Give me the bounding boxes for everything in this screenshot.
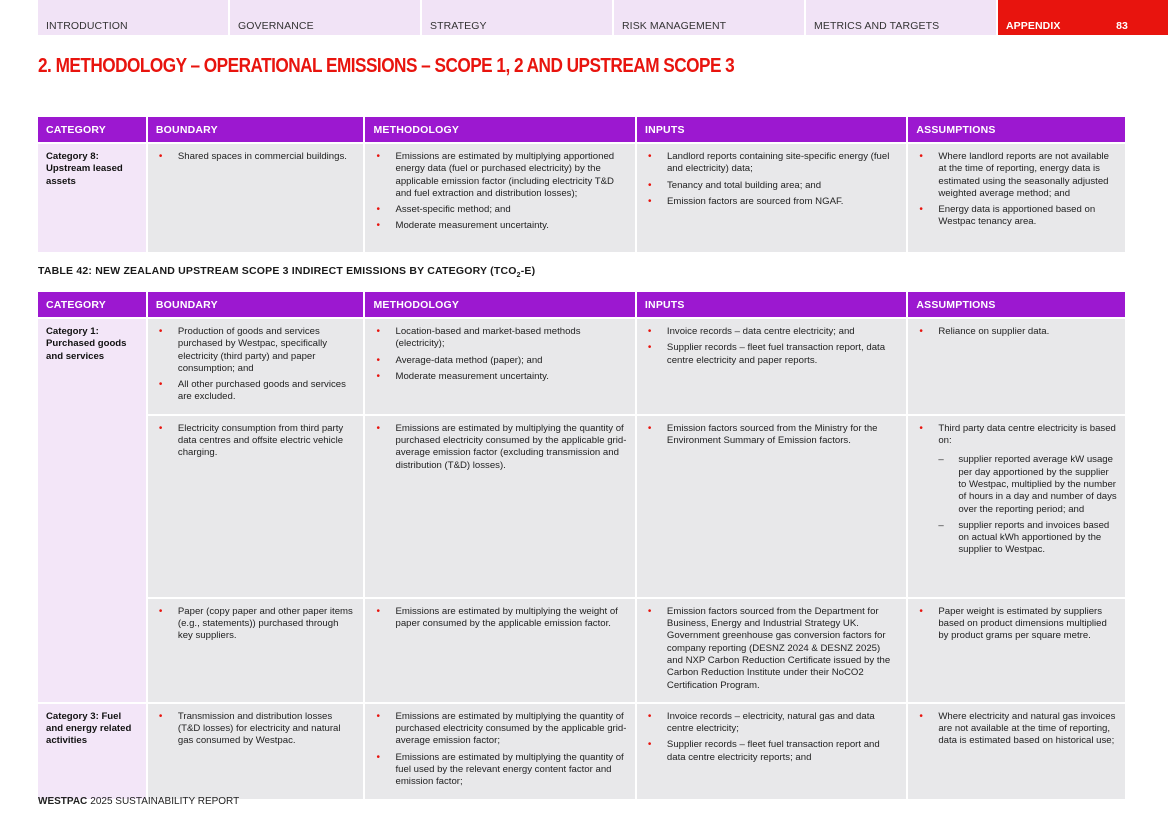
list-item: • Paper (copy paper and other paper items (e.g., statements)) purchased through key suppliers. [156,606,356,643]
list-item: • Tenancy and total building area; and [645,180,898,192]
nav-tab-governance[interactable]: GOVERNANCE [230,0,420,35]
header-category: CATEGORY [38,117,146,142]
list-item: • Reliance on supplier data. [916,326,1117,338]
inputs-cell [637,704,906,799]
sub-list-item: – supplier reports and invoices based on actual kWh apportioned by the supplier to Westpac. [938,520,1117,557]
assumptions-cell [908,599,1125,702]
sub-list-item: – supplier reported average kW usage per day apportioned by the supplier to Westpac, multiplied by the number of hours in a day and number of days over the reporting period; and [938,454,1117,515]
header-boundary: BOUNDARY [148,117,364,142]
table-row [38,704,1125,799]
inputs-cell [637,144,906,252]
list-item: • Landlord reports containing site-specific energy (fuel and electricity) data; [645,151,898,176]
page-number: 83 [1116,20,1128,32]
nz-upstream-scope3-table [36,290,1127,801]
nav-tab-appendix-label: APPENDIX [1006,20,1061,32]
boundary-cell [148,704,364,799]
methodology-cell [365,416,634,597]
header-inputs: INPUTS [637,117,906,142]
list-item: • Where electricity and natural gas invoices are not available at the time of reporting, data is estimated based on historical use; [916,711,1117,748]
nav-tab-introduction[interactable]: INTRODUCTION [38,0,228,35]
table-row [38,416,1125,597]
list-item: • Invoice records – electricity, natural gas and data centre electricity; [645,711,898,736]
list-item: • Emissions are estimated by multiplying the weight of paper consumed by the applicable emission factor. [373,606,626,631]
list-item: • Shared spaces in commercial buildings. [156,151,356,163]
header-methodology: METHODOLOGY [365,292,634,317]
top-navigation [38,0,1168,35]
list-item: • Emissions are estimated by multiplying apportioned energy data (fuel or purchased electricity) by the applicable emission factor (including electricity T&D and fuel extraction and distribution losses); [373,151,626,200]
nav-tab-strategy[interactable]: STRATEGY [422,0,612,35]
list-item: • Third party data centre electricity is based on: – supplier reported average kW usage per day apportioned by the supplier to Westpac, multiplied by the number of hours in a day and number of days over the reporting period; and – supplier reports and invoices based on actual kWh apportioned by the supplier to Westpac. [916,423,1117,557]
list-item: • Where landlord reports are not available at the time of reporting, energy data is estimated using the seasonally adjusted weighted average method; and [916,151,1117,200]
list-item: • Invoice records – data centre electricity; and [645,326,898,338]
list-item: • Emission factors are sourced from NGAF. [645,196,898,208]
category-cell: Category 8: Upstream leased assets [38,144,146,252]
list-item: • Energy data is apportioned based on Westpac tenancy area. [916,204,1117,229]
header-boundary: BOUNDARY [148,292,364,317]
methodology-cell [365,319,634,414]
list-item: • Emissions are estimated by multiplying the quantity of fuel used by the relevant energy content factor and emission factor; [373,752,626,789]
list-item: • Supplier records – fleet fuel transaction report, data centre electricity and paper reports. [645,342,898,367]
list-item: • Electricity consumption from third party data centres and offsite electric vehicle charging. [156,423,356,460]
category-cell: Category 1: Purchased goods and services [38,319,146,702]
header-methodology: METHODOLOGY [365,117,634,142]
inputs-cell [637,319,906,414]
methodology-cell [365,704,634,799]
header-category: CATEGORY [38,292,146,317]
methodology-cell [365,144,634,252]
methodology-cell [365,599,634,702]
category-cell: Category 3: Fuel and energy related activities [38,704,146,799]
assumptions-cell [908,144,1125,252]
list-item: • Emission factors sourced from the Department for Business, Energy and Industrial Strategy UK. Government greenhouse gas conversion factors for company reporting (DESNZ 2024 & DESNZ 2025) and NXP Carbon Reduction Certificate issued by the Carbon Reduction Institute under their NoCO2 Certification Program. [645,606,898,692]
table-header-row [38,292,1125,317]
footer-text: 2025 SUSTAINABILITY REPORT [90,796,240,807]
list-item: • Moderate measurement uncertainty. [373,220,626,232]
list-item: • Moderate measurement uncertainty. [373,371,626,383]
list-item: • Emission factors sourced from the Ministry for the Environment Summary of Emission factors. [645,423,898,448]
table-row [38,599,1125,702]
assumptions-cell [908,416,1125,597]
list-item: • Transmission and distribution losses (T&D losses) for electricity and natural gas consumed by Westpac. [156,711,356,748]
nav-tab-metrics-and-targets[interactable]: METRICS AND TARGETS [806,0,996,35]
boundary-cell [148,416,364,597]
nav-tab-appendix[interactable] [998,0,1168,35]
list-item: • Emissions are estimated by multiplying the quantity of purchased electricity consumed by the applicable grid-average emission factor (excluding transmission and distribution (T&D) losses). [373,423,626,472]
nav-tab-risk-management[interactable]: RISK MANAGEMENT [614,0,804,35]
boundary-cell [148,599,364,702]
table-row [38,144,1125,252]
boundary-cell [148,319,364,414]
footer-brand: WESTPAC [38,796,88,807]
table-row [38,319,1125,414]
table-header-row [38,117,1125,142]
list-item: • Location-based and market-based methods (electricity); [373,326,626,351]
list-item: • Average-data method (paper); and [373,355,626,367]
footer [38,796,239,807]
header-assumptions: ASSUMPTIONS [908,292,1125,317]
inputs-cell [637,599,906,702]
header-assumptions: ASSUMPTIONS [908,117,1125,142]
list-item: • Production of goods and services purchased by Westpac, specifically electricity (third party) and paper consumption; and [156,326,356,375]
assumptions-cell [908,319,1125,414]
assumptions-cell [908,704,1125,799]
upstream-leased-assets-table [36,115,1127,254]
table-caption: TABLE 42: NEW ZEALAND UPSTREAM SCOPE 3 INDIRECT EMISSIONS BY CATEGORY $(TCO_2-E)$ [38,265,536,280]
list-item: • Paper weight is estimated by suppliers based on product dimensions multiplied by product grams per square metre. [916,606,1117,643]
list-item: • All other purchased goods and services are excluded. [156,379,356,404]
header-inputs: INPUTS [637,292,906,317]
list-item: • Emissions are estimated by multiplying the quantity of purchased electricity consumed by the applicable grid-average emission factor; [373,711,626,748]
boundary-cell [148,144,364,252]
page-title: 2. METHODOLOGY – OPERATIONAL EMISSIONS – SCOPE 1, 2 AND UPSTREAM SCOPE 3 [38,55,735,77]
inputs-cell [637,416,906,597]
list-item: • Asset-specific method; and [373,204,626,216]
list-item: • Supplier records – fleet fuel transaction report and data centre electricity reports; and [645,739,898,764]
